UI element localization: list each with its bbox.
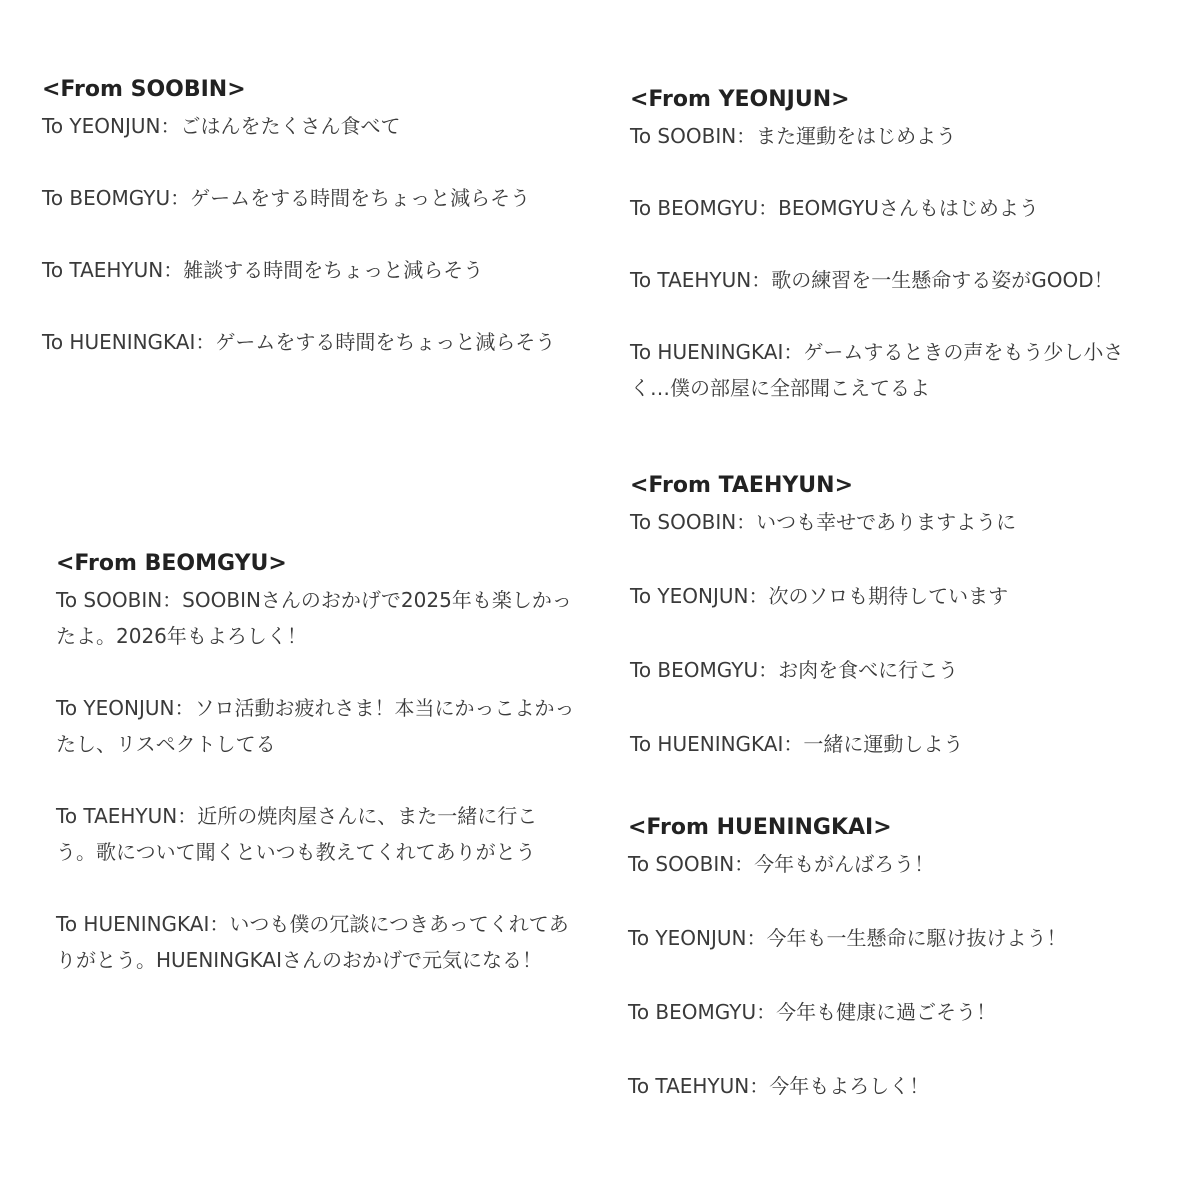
message: To YEONJUN：ソロ活動お疲れさま！本当にかっこよかったし、リスペクトしてる <box>56 696 575 756</box>
message: To YEONJUN：今年も一生懸命に駆け抜けよう！ <box>628 926 1067 950</box>
message: To BEOMGYU：BEOMGYUさんもはじめよう <box>630 196 1039 220</box>
message: To HUENINGKAI：ゲームするときの声をもう少し小さく…僕の部屋に全部聞こえてるよ <box>630 340 1124 400</box>
message: To BEOMGYU：今年も健康に過ごそう！ <box>628 1000 997 1024</box>
section-from-beomgyu <box>56 546 576 1014</box>
message: To HUENINGKAI：いつも僕の冗談につきあってくれてありがとう。HUENINGKAIさんのおかげで元気になる！ <box>56 912 569 972</box>
message: To SOOBIN：今年もがんばろう！ <box>628 852 935 876</box>
message: To TAEHYUN：近所の焼肉屋さんに、また一緒に行こう。歌について聞くといつも教えてくれてありがとう <box>56 804 538 864</box>
section-from-taehyun <box>630 468 1150 800</box>
section-heading: <From HUENINGKAI> <box>628 815 892 840</box>
message: To TAEHYUN：雑談する時間をちょっと減らそう <box>42 258 484 282</box>
message: To HUENINGKAI：ゲームをする時間をちょっと減らそう <box>42 330 556 354</box>
section-heading: <From SOOBIN> <box>42 77 246 102</box>
section-from-hueningkai <box>628 810 1148 1142</box>
message: To TAEHYUN：歌の練習を一生懸命する姿がGOOD！ <box>630 268 1114 292</box>
message: To TAEHYUN：今年もよろしく！ <box>628 1074 930 1098</box>
message: To SOOBIN：いつも幸せでありますように <box>630 510 1017 534</box>
message: To BEOMGYU：お肉を食べに行こう <box>630 658 959 682</box>
message: To YEONJUN：次のソロも期待しています <box>630 584 1009 608</box>
section-heading: <From YEONJUN> <box>630 87 850 112</box>
message: To BEOMGYU：ゲームをする時間をちょっと減らそう <box>42 186 531 210</box>
section-from-yeonjun <box>630 82 1150 406</box>
section-from-soobin <box>42 72 602 396</box>
message: To SOOBIN：また運動をはじめよう <box>630 124 957 148</box>
section-heading: <From BEOMGYU> <box>56 551 287 576</box>
message: To YEONJUN：ごはんをたくさん食べて <box>42 114 401 138</box>
message: To SOOBIN：SOOBINさんのおかげで2025年も楽しかったよ。2026年もよろしく！ <box>56 588 572 648</box>
message: To HUENINGKAI：一緒に運動しよう <box>630 732 964 756</box>
section-heading: <From TAEHYUN> <box>630 473 854 498</box>
